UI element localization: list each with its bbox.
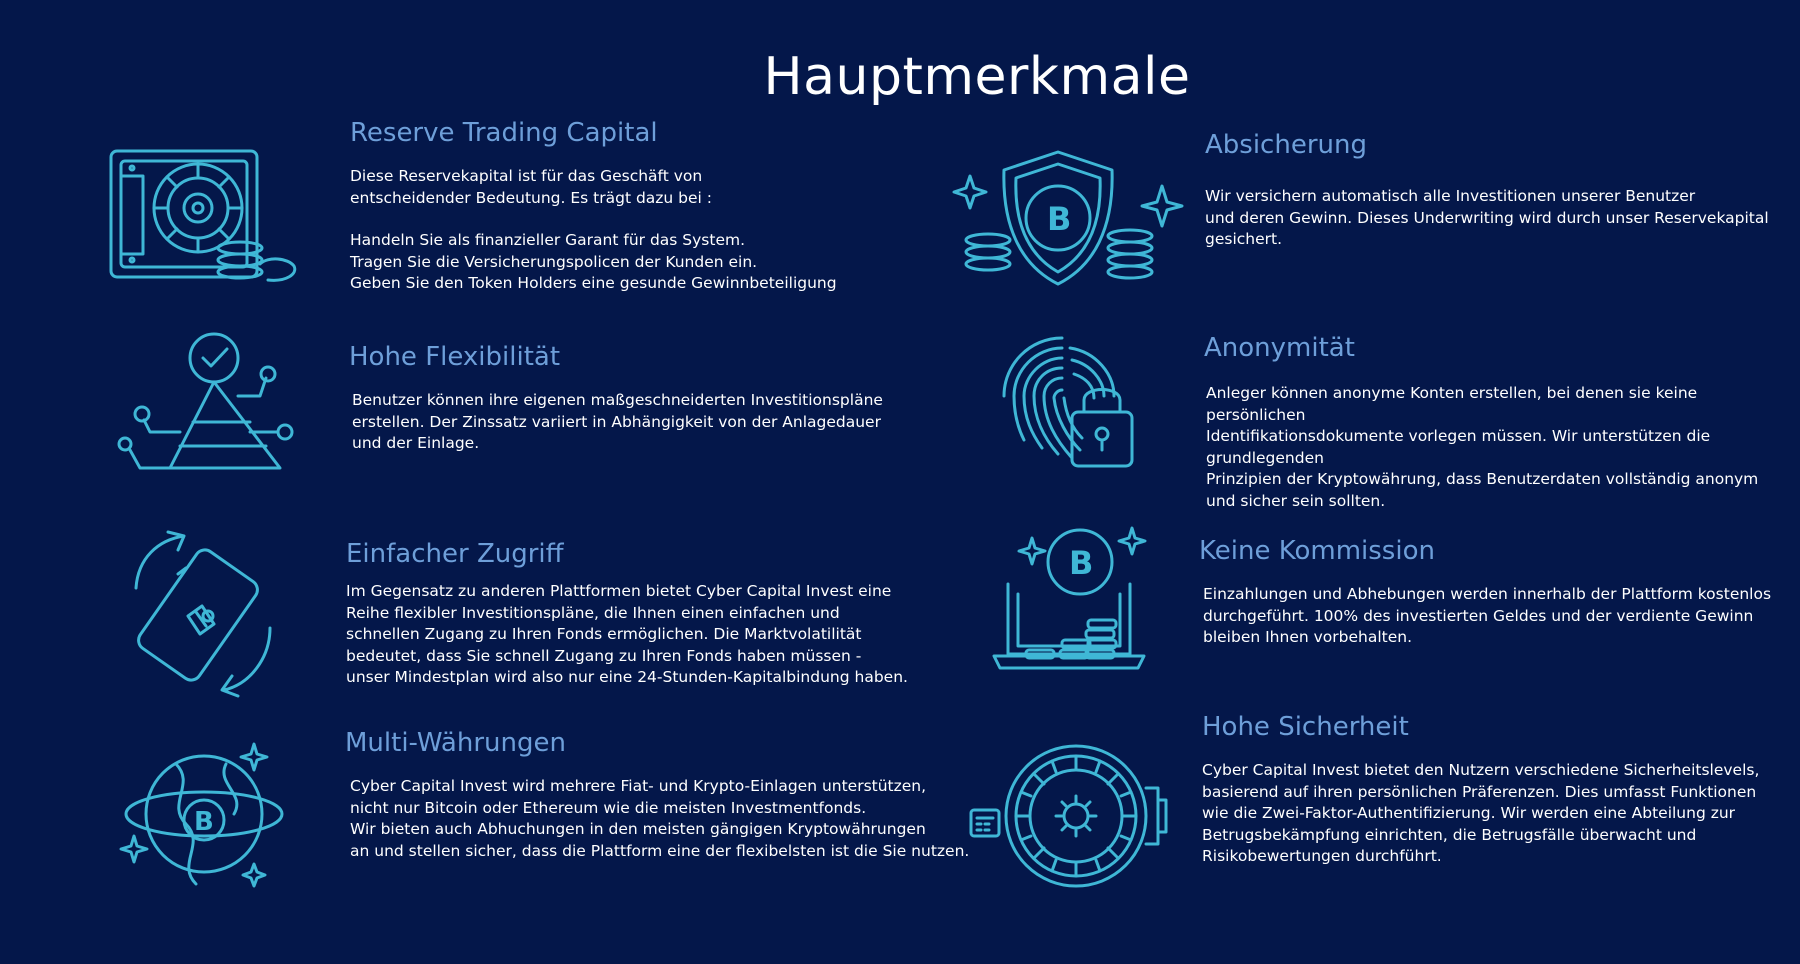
page-title: Hauptmerkmale <box>763 46 1191 107</box>
feature-anonymitaet <box>1204 333 1800 512</box>
feature-description: Diese Reservekapital ist für das Geschäft von entscheidender Bedeutung. Es trägt dazu bei : <box>350 167 713 207</box>
feature-reserve-trading-capital <box>350 118 837 295</box>
svg-text:B: B <box>1069 544 1094 582</box>
feature-hohe-sicherheit <box>1202 712 1759 868</box>
feature-description: Im Gegensatz zu anderen Plattformen bietet Cyber Capital Invest eine Reihe flexibler Investitionspläne, die Ihnen einen einfachen und schnellen Zugang zu Ihren Fonds ermöglichen. Die Marktvolatilität bedeutet, dass Sie schnell Zugang zu Ihren Fonds haben müssen - unser Mindestplan wird also nur eine 24-Stunden-Kapitalbindung haben. <box>346 582 908 686</box>
feature-hohe-flexibilitaet <box>349 342 883 455</box>
feature-description: Benutzer können ihre eigenen maßgeschneiderten Investitionspläne erstellen. Der Zinssatz variiert in Abhängigkeit von der Anlagedauer und der Einlage. <box>352 391 883 452</box>
feature-description: Anleger können anonyme Konten erstellen, bei denen sie keine persönlichen Identifikationsdokumente vorlegen müssen. Wir unterstützen die grundlegenden Prinzipien der Kryptowährung, dass Benutzerdaten vollständig anonym und sicher sein sollten. <box>1206 384 1759 510</box>
svg-text:B: B <box>1047 200 1072 238</box>
safe-icon <box>108 146 298 292</box>
vault-dial-icon <box>968 744 1174 890</box>
feature-description: Handeln Sie als finanzieller Garant für das System. Tragen Sie die Versicherungspolicen der Kunden ein. Geben Sie den Token Holders eine gesunde Gewinnbeteiligung <box>350 231 837 292</box>
globe-bitcoin-icon <box>116 734 292 894</box>
feature-heading: Anonymität <box>1204 333 1355 363</box>
feature-multi-waehrungen <box>345 728 969 862</box>
feature-absicherung <box>1205 130 1769 251</box>
feature-heading: Hohe Sicherheit <box>1202 712 1409 742</box>
feature-description: Wir versichern automatisch alle Investitionen unserer Benutzer und deren Gewinn. Dieses Underwriting wird durch unser Reservekapital gesichert. <box>1205 187 1769 248</box>
feature-einfacher-zugriff <box>346 539 908 689</box>
pyramid-checkmark-icon <box>110 332 296 474</box>
feature-heading: Einfacher Zugriff <box>346 539 564 569</box>
feature-description: Cyber Capital Invest bietet den Nutzern verschiedene Sicherheitslevels, basierend auf ihren persönlichen Präferenzen. Dies umfasst Funktionen wie die Zwei-Faktor-Authentifizierung. Wir werden eine Abteilung zur Betrugsbekämpfung einrichten, die Betrugsfälle überwacht und Risikobewertungen durchführt. <box>1202 761 1760 865</box>
svg-text:B: B <box>194 807 214 837</box>
fingerprint-lock-icon <box>1000 334 1140 474</box>
feature-description: Einzahlungen und Abhebungen werden innerhalb der Plattform kostenlos durchgeführt. 100% des investierten Geldes und der verdiente Gewinn bleiben Ihnen vorbehalten. <box>1203 585 1772 646</box>
feature-heading: Multi-Währungen <box>345 728 566 758</box>
laptop-bitcoin-icon <box>990 524 1150 676</box>
feature-heading: Reserve Trading Capital <box>350 118 658 148</box>
feature-heading: Hohe Flexibilität <box>349 342 561 372</box>
mobile-bitcoin-icon <box>128 528 278 698</box>
feature-heading: Absicherung <box>1205 130 1367 160</box>
feature-description: Cyber Capital Invest wird mehrere Fiat- und Krypto-Einlagen unterstützen, nicht nur Bitcoin oder Ethereum wie die meisten Investmentfonds. Wir bieten auch Abhuchungen in den meisten gängigen Kryptowährungen an und stellen sicher, dass die Plattform eine der flexibelsten ist die Sie nutzen. <box>350 777 970 860</box>
feature-heading: Keine Kommission <box>1199 536 1435 566</box>
feature-keine-kommission <box>1199 536 1771 649</box>
shield-bitcoin-icon <box>954 148 1184 288</box>
